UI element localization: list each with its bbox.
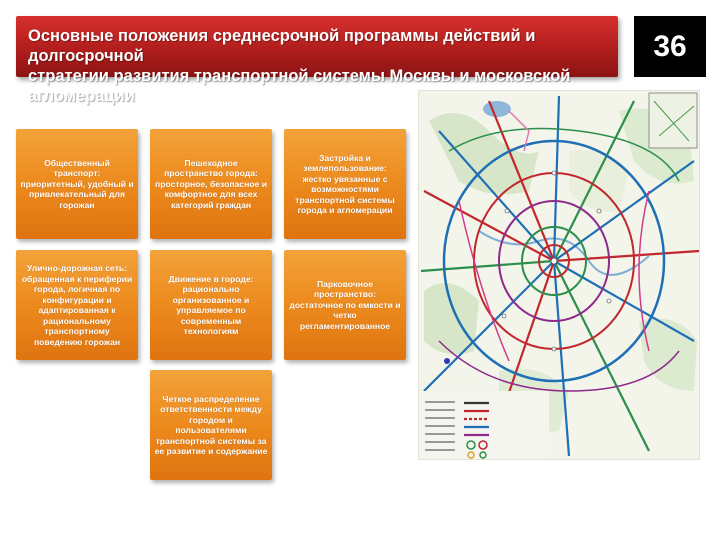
moscow-map-icon bbox=[419, 91, 700, 460]
card-public-transport: Общественный транспорт: приоритетный, удобный и привлекательный для горожан bbox=[16, 129, 138, 239]
card-road-network: Улично-дорожная сеть: обращенная к периферии города, логичная по конфигурации и адаптированная к рациональному транспортному поведению горожан bbox=[16, 250, 138, 360]
slide-title bbox=[16, 16, 618, 105]
card-parking-space: Парковочное пространство: достаточное по емкости и четко регламентированное bbox=[284, 250, 406, 360]
slide-title-line-1: Основные положения среднесрочной программы действий и долгосрочной bbox=[28, 27, 536, 65]
slide-number: 36 bbox=[634, 16, 706, 77]
card-land-use: Застройка и землепользование: жестко увязанные с возможностями транспортной системы города и агломерации bbox=[284, 129, 406, 239]
slide-title-line-2: стратегии развития транспортной системы Москвы и московской агломерации bbox=[28, 67, 571, 105]
card-pedestrian-space: Пешеходное пространство города: просторное, безопасное и комфортное для всех категорий граждан bbox=[150, 129, 272, 239]
transport-network-map bbox=[418, 90, 700, 460]
card-responsibility: Четкое распределение ответственности между городом и пользователями транспортной системы за ее развитие и содержание bbox=[150, 370, 272, 480]
card-traffic-management: Движение в городе: рационально организованное и управляемое по современным технологиям bbox=[150, 250, 272, 360]
